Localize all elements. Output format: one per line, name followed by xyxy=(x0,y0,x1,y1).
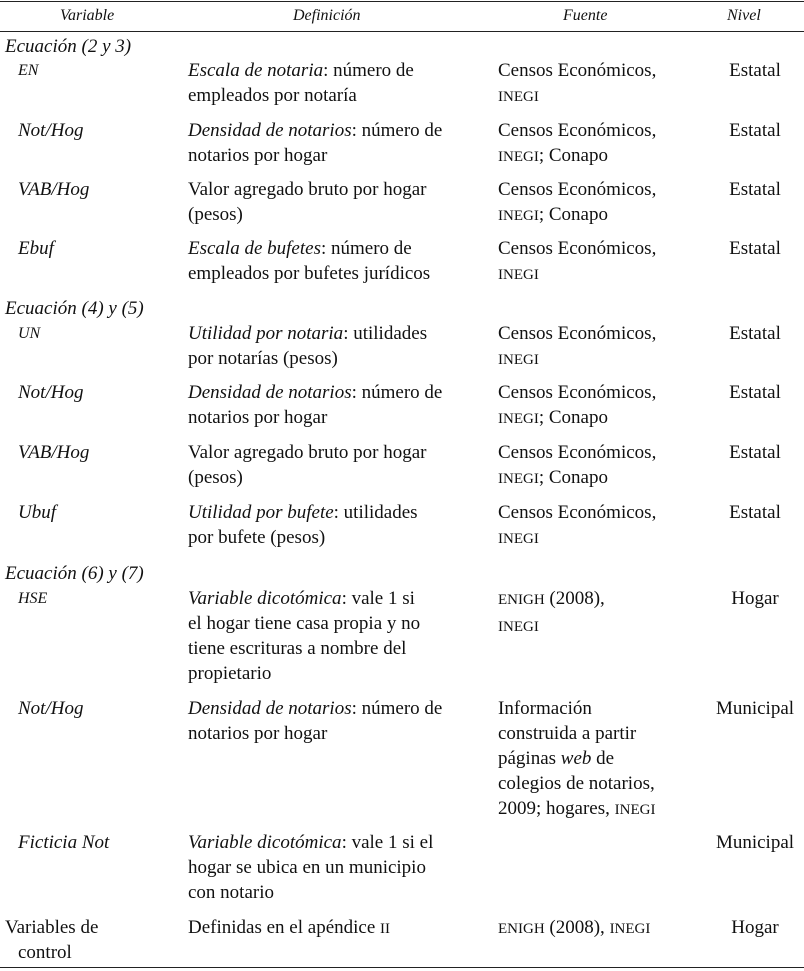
definition-line xyxy=(188,586,420,611)
definition-text: : número de xyxy=(351,382,443,403)
header-variable: Variable xyxy=(60,7,115,24)
definition-text: : número de xyxy=(351,698,443,719)
source-line xyxy=(498,346,656,373)
definition-line xyxy=(188,118,442,143)
source-cell xyxy=(498,321,656,373)
definition-text: : número de xyxy=(351,120,443,141)
definition-text: : vale 1 si xyxy=(341,588,415,609)
source-text: páginas xyxy=(498,748,561,769)
definition-cell xyxy=(188,321,427,371)
definition-line xyxy=(188,465,426,490)
source-text: web xyxy=(560,748,592,769)
definition-line xyxy=(188,636,420,661)
variable-cell: VAB/Hog xyxy=(18,442,90,463)
definition-line xyxy=(188,58,414,83)
section-heading: Ecuación (6) y (7) xyxy=(5,563,144,584)
level-cell: Hogar xyxy=(731,917,779,938)
source-line xyxy=(498,746,655,771)
definition-text: II xyxy=(380,921,391,937)
definition-line xyxy=(188,696,442,721)
source-line xyxy=(498,405,656,432)
definition-text: notarios por hogar xyxy=(188,145,328,166)
header-fuente: Fuente xyxy=(563,7,608,24)
level-cell: Estatal xyxy=(729,323,781,344)
source-line xyxy=(498,721,655,746)
definition-line xyxy=(188,661,420,686)
definition-cell xyxy=(188,915,390,942)
source-text: Censos Económicos, xyxy=(498,442,657,463)
source-text: ENIGH xyxy=(498,921,545,937)
definition-line xyxy=(188,202,426,227)
definition-text: tiene escrituras a nombre del xyxy=(188,638,407,659)
definition-line xyxy=(188,830,433,855)
definition-text: Densidad de notarios xyxy=(188,120,352,141)
source-text: ENIGH xyxy=(498,592,545,608)
source-line xyxy=(498,915,650,942)
definition-text: Variable dicotómica xyxy=(188,832,342,853)
variable-cell: Not/Hog xyxy=(18,382,84,403)
variable-cell: Ebuf xyxy=(18,238,54,259)
source-text: INEGI xyxy=(498,411,539,427)
definition-cell xyxy=(188,236,430,286)
source-text: INEGI xyxy=(498,471,539,487)
source-cell xyxy=(498,500,656,552)
definition-text: (pesos) xyxy=(188,204,243,225)
source-cell xyxy=(498,380,656,432)
definition-line xyxy=(188,721,442,746)
definition-text: Definidas en el apéndice xyxy=(188,917,381,938)
top-rule xyxy=(0,1,804,2)
definition-line xyxy=(188,346,427,371)
definition-text: con notario xyxy=(188,882,275,903)
source-text: INEGI xyxy=(498,149,539,165)
header-rule xyxy=(0,31,804,32)
source-cell xyxy=(498,236,656,288)
definition-text: Valor agregado bruto por hogar xyxy=(188,442,427,463)
source-line xyxy=(498,236,656,261)
source-text: INEGI xyxy=(498,352,539,368)
source-line xyxy=(498,261,656,288)
source-cell xyxy=(498,696,655,823)
source-cell xyxy=(498,58,656,110)
definition-cell xyxy=(188,696,442,746)
variable-cell xyxy=(5,915,98,965)
level-cell: Estatal xyxy=(729,442,781,463)
definition-text: Escala de bufetes xyxy=(188,238,321,259)
section-heading: Ecuación (2 y 3) xyxy=(5,36,132,57)
source-text: ; Conapo xyxy=(538,145,608,166)
definition-cell xyxy=(188,830,433,905)
definition-text: notarios por hogar xyxy=(188,407,328,428)
source-line xyxy=(498,771,655,796)
source-line xyxy=(498,118,656,143)
definition-cell xyxy=(188,177,426,227)
definition-cell xyxy=(188,58,414,108)
definition-text: el hogar tiene casa propia y no xyxy=(188,613,421,634)
section-heading: Ecuación (4) y (5) xyxy=(5,298,144,319)
source-text: INEGI xyxy=(614,802,656,818)
definition-line xyxy=(188,83,414,108)
source-line xyxy=(498,58,656,83)
definition-text: empleados por notaría xyxy=(188,85,357,106)
definition-text: Utilidad por notaria xyxy=(188,323,344,344)
source-text: de xyxy=(591,748,615,769)
level-cell: Municipal xyxy=(715,832,795,853)
source-line xyxy=(498,796,655,823)
definition-text: propietario xyxy=(188,663,272,684)
definition-line xyxy=(188,236,430,261)
definition-text: hogar se ubica en un municipio xyxy=(188,857,426,878)
source-text: Censos Económicos, xyxy=(498,323,657,344)
source-text: Censos Económicos, xyxy=(498,238,657,259)
variable-cell: Not/Hog xyxy=(18,698,84,719)
definition-cell xyxy=(188,380,442,430)
definition-text: Valor agregado bruto por hogar xyxy=(188,179,427,200)
level-cell: Municipal xyxy=(715,698,795,719)
source-line xyxy=(498,143,656,170)
definition-line xyxy=(188,143,442,168)
definition-text: por bufete (pesos) xyxy=(188,527,326,548)
variable-cell: UN xyxy=(18,325,41,342)
definition-line xyxy=(188,321,427,346)
level-cell: Estatal xyxy=(729,502,781,523)
source-cell xyxy=(498,177,656,229)
source-line xyxy=(498,465,656,492)
definition-line xyxy=(188,855,433,880)
variable-cell: Ficticia Not xyxy=(18,832,110,853)
source-text: Información xyxy=(498,698,592,719)
definition-text: empleados por bufetes jurídicos xyxy=(188,263,431,284)
source-cell xyxy=(498,118,656,170)
source-text: (2008), xyxy=(544,588,605,609)
variable-cell: HSE xyxy=(18,590,48,607)
definition-line xyxy=(188,500,418,525)
source-text: INEGI xyxy=(609,921,651,937)
source-line xyxy=(498,380,656,405)
source-text: INEGI xyxy=(498,267,539,283)
bottom-rule xyxy=(0,967,804,968)
source-text: ; Conapo xyxy=(538,204,608,225)
level-cell: Estatal xyxy=(729,120,781,141)
definition-line xyxy=(188,440,426,465)
header-definicion: Definición xyxy=(293,7,361,24)
source-line xyxy=(498,613,605,640)
variable-name: control xyxy=(18,942,72,963)
source-line xyxy=(498,83,656,110)
source-line xyxy=(498,586,605,613)
source-text: Censos Económicos, xyxy=(498,179,657,200)
definition-cell xyxy=(188,500,418,550)
variable-cell: Ubuf xyxy=(18,502,56,523)
source-cell xyxy=(498,440,656,492)
definition-line xyxy=(188,915,390,942)
definition-text: Densidad de notarios xyxy=(188,698,352,719)
definition-line xyxy=(188,525,418,550)
definition-line xyxy=(188,380,442,405)
source-text: Censos Económicos, xyxy=(498,120,657,141)
source-text: ; Conapo xyxy=(538,467,608,488)
definition-text: Densidad de notarios xyxy=(188,382,352,403)
level-cell: Estatal xyxy=(729,60,781,81)
source-line xyxy=(498,525,656,552)
definition-cell xyxy=(188,586,420,686)
definition-text: Utilidad por bufete xyxy=(188,502,334,523)
source-line xyxy=(498,696,655,721)
definition-cell xyxy=(188,440,426,490)
definition-line xyxy=(188,261,430,286)
variable-cell: EN xyxy=(18,62,39,79)
source-text: (2008), xyxy=(544,917,610,938)
definition-text: notarios por hogar xyxy=(188,723,328,744)
definition-text: : utilidades xyxy=(343,323,428,344)
definition-line xyxy=(188,405,442,430)
definition-text: Escala de notaria xyxy=(188,60,324,81)
level-cell: Estatal xyxy=(729,382,781,403)
source-text: INEGI xyxy=(498,208,539,224)
source-text: INEGI xyxy=(498,619,539,635)
definition-text: : utilidades xyxy=(333,502,418,523)
source-text: INEGI xyxy=(498,89,539,105)
variable-cell: VAB/Hog xyxy=(18,179,90,200)
source-text: ; Conapo xyxy=(538,407,608,428)
level-cell: Estatal xyxy=(729,179,781,200)
definition-text: (pesos) xyxy=(188,467,243,488)
source-text: Censos Económicos, xyxy=(498,502,657,523)
source-text: 2009; hogares, xyxy=(498,798,615,819)
source-text: INEGI xyxy=(498,531,539,547)
source-cell xyxy=(498,586,605,640)
level-cell: Hogar xyxy=(731,588,779,609)
definition-text: por notarías (pesos) xyxy=(188,348,338,369)
definition-text: : vale 1 si el xyxy=(341,832,434,853)
source-text: colegios de notarios, xyxy=(498,773,655,794)
source-text: Censos Económicos, xyxy=(498,60,657,81)
header-nivel: Nivel xyxy=(727,7,761,24)
definition-text: Variable dicotómica xyxy=(188,588,342,609)
definition-line xyxy=(188,880,433,905)
source-cell xyxy=(498,915,650,942)
definition-text: : número de xyxy=(320,238,412,259)
source-line xyxy=(498,202,656,229)
definition-line xyxy=(188,611,420,636)
level-cell: Estatal xyxy=(729,238,781,259)
definition-text: : número de xyxy=(323,60,414,81)
variable-cell: Not/Hog xyxy=(18,120,84,141)
source-line xyxy=(498,177,656,202)
source-text: Censos Económicos, xyxy=(498,382,657,403)
definition-cell xyxy=(188,118,442,168)
source-line xyxy=(498,500,656,525)
variable-name: Variables de xyxy=(5,917,99,938)
source-line xyxy=(498,321,656,346)
source-line xyxy=(498,440,656,465)
definition-line xyxy=(188,177,426,202)
source-text: construida a partir xyxy=(498,723,637,744)
